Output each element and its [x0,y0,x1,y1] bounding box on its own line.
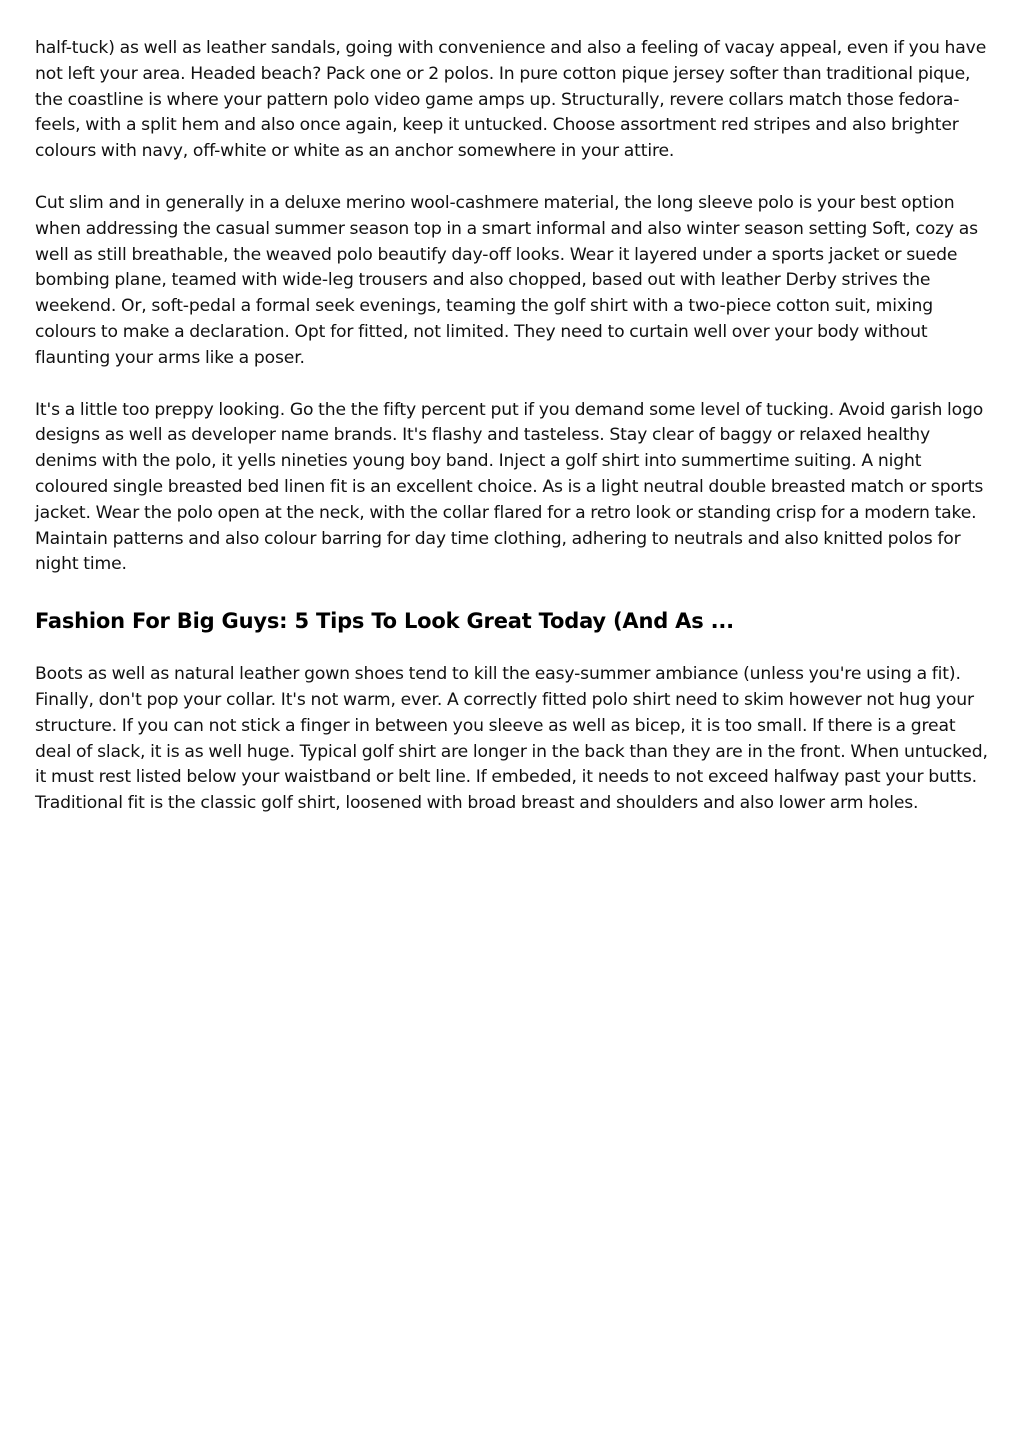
paragraph-polo-beach: half-tuck) as well as leather sandals, going with convenience and also a feeling of vacay appeal, even if you have not left your area. Headed beach? Pack one or 2 polos. In pure cotton pique jersey softer than traditional pique, the coastline is where your pattern polo video game amps up. Structurally, revere collars match those fedora-feels, with a split hem and also once again, keep it untucked. Choose assortment red stripes and also brighter colours with navy, off-white or white as an anchor somewhere in your attire. [35,38,987,162]
document-page [35,36,995,817]
paragraph-preppy-tips: It's a little too preppy looking. Go the the fifty percent put if you demand some level of tucking. Avoid garish logo designs as well as developer name brands. It's flashy and tasteless. Stay clear of baggy or relaxed healthy denims with the polo, it yells nineties young boy band. Inject a golf shirt into summertime suiting. A night coloured single breasted bed linen fit is an excellent choice. As is a light neutral double breasted match or sports jacket. Wear the polo open at the neck, with the collar flared for a retro look or standing crisp for a modern take. Maintain patterns and also colour barring for day time clothing, adhering to neutrals and also knitted polos for night time. [35,399,984,575]
section-heading: Fashion For Big Guys: 5 Tips To Look Great Today (And As ... [35,609,734,634]
paragraph-long-sleeve-polo: Cut slim and in generally in a deluxe merino wool-cashmere material, the long sleeve polo is your best option when addressing the casual summer season top in a smart informal and also winter season setting Soft, cozy as well as still breathable, the weaved polo beautify day-off looks. Wear it layered under a sports jacket or suede bombing plane, teamed with wide-leg trousers and also chopped, based out with leather Derby strives the weekend. Or, soft-pedal a formal seek evenings, teaming the golf shirt with a two-piece cotton suit, mixing colours to make a declaration. Opt for fitted, not limited. They need to curtain well over your body without flaunting your arms like a poser. [35,192,978,368]
paragraph-fit-advice: Boots as well as natural leather gown shoes tend to kill the easy-summer ambiance (unless you're using a fit). Finally, don't pop your collar. It's not warm, ever. A correctly fitted polo shirt need to skim however not hug your structure. If you can not stick a finger in between you sleeve as well as bicep, it is too small. If there is a great deal of slack, it is as well huge. Typical golf shirt are longer in the back than they are in the front. When untucked, it must rest listed below your waistband or belt line. If embeded, it needs to not exceed halfway past your butts. Traditional fit is the classic golf shirt, loosened with broad breast and shoulders and also lower arm holes. [35,664,988,814]
